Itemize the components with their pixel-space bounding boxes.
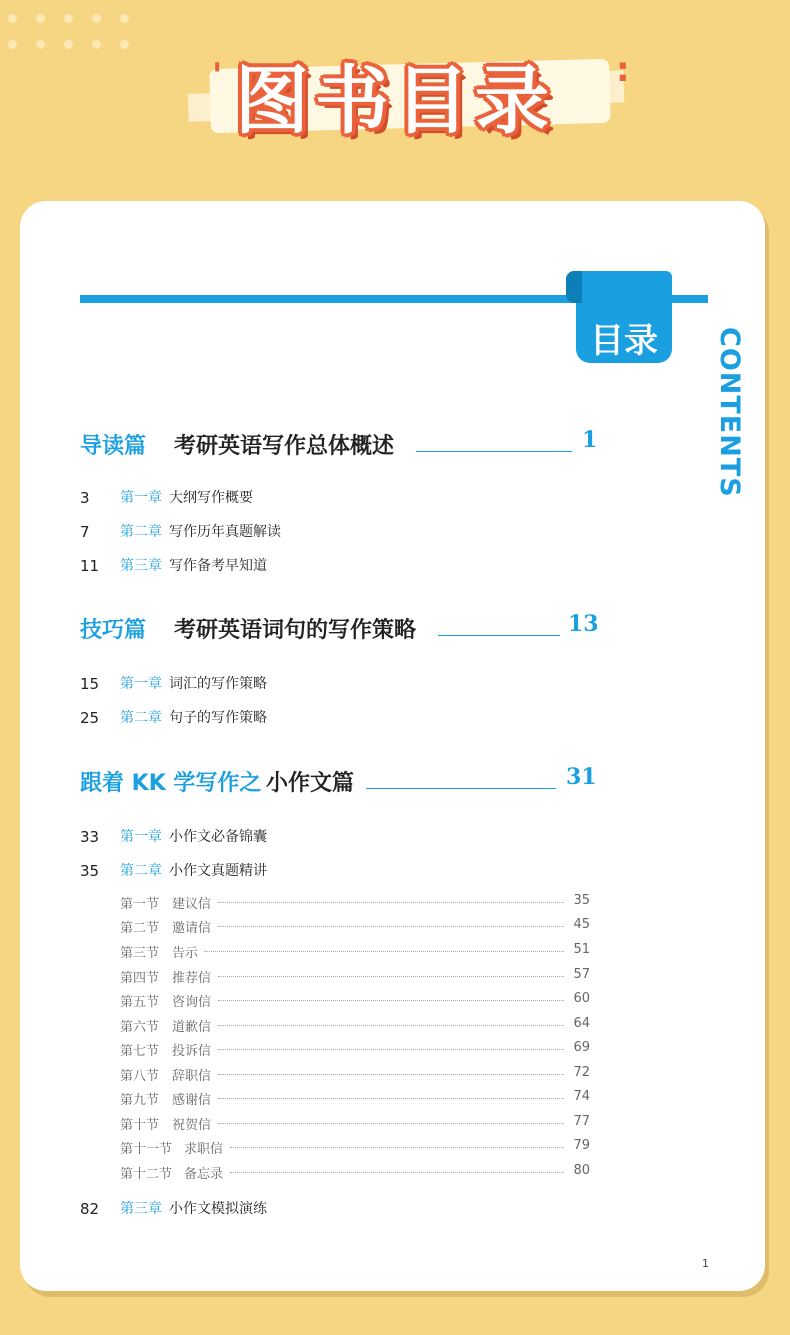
section-title: 感谢信 — [172, 1093, 212, 1108]
tab-curl-decoration — [566, 271, 582, 303]
toc-tab — [576, 271, 672, 363]
chapter-title: 小作文真题精讲 — [169, 863, 267, 879]
section-page: 60 — [573, 991, 590, 1006]
chapter-title: 写作历年真题解读 — [169, 524, 281, 540]
section-title: 辞职信 — [172, 1069, 212, 1084]
section-row[interactable] — [120, 991, 590, 1009]
chapter-label: 第二章 — [120, 863, 162, 879]
section-label: 第十一节 — [120, 1142, 173, 1157]
page-number: 1 — [702, 1257, 709, 1270]
decorative-dots — [0, 0, 140, 60]
chapter-page: 3 — [80, 489, 90, 507]
section-page: 64 — [573, 1016, 590, 1031]
chapter-label: 第三章 — [120, 558, 162, 574]
chapter-page: 82 — [80, 1200, 100, 1218]
chapter-title: 句子的写作策略 — [169, 710, 267, 726]
section-row[interactable] — [120, 1040, 590, 1058]
part-heading[interactable] — [80, 766, 600, 798]
chapter-label: 第二章 — [120, 524, 162, 540]
section-row[interactable] — [120, 1138, 590, 1156]
section-row[interactable] — [120, 1163, 590, 1181]
section-page: 69 — [573, 1040, 590, 1055]
section-title: 求职信 — [184, 1142, 224, 1157]
chapter-label: 第一章 — [120, 490, 162, 506]
chapter-page: 15 — [80, 675, 100, 693]
part-leader-line — [416, 451, 572, 452]
section-title: 推荐信 — [172, 971, 212, 986]
section-dot-leader — [230, 1172, 564, 1173]
section-dot-leader — [218, 1025, 564, 1026]
section-row[interactable] — [120, 1016, 590, 1034]
section-label: 第四节 — [120, 971, 160, 986]
section-dot-leader — [218, 902, 564, 903]
section-page: 74 — [573, 1089, 590, 1104]
section-dot-leader — [218, 1098, 564, 1099]
section-label: 第二节 — [120, 921, 160, 936]
section-label: 第七节 — [120, 1044, 160, 1059]
section-page: 77 — [573, 1114, 590, 1129]
part-leader-line — [438, 635, 560, 636]
section-page: 57 — [573, 967, 590, 982]
section-label: 第五节 — [120, 995, 160, 1010]
chapter-page: 33 — [80, 828, 100, 846]
part-page: 31 — [566, 764, 597, 790]
chapter-page: 25 — [80, 709, 100, 727]
part-title: 考研英语词句的写作策略 — [174, 618, 417, 643]
section-page: 80 — [573, 1163, 590, 1178]
chapter-title: 词汇的写作策略 — [169, 676, 267, 692]
chapter-label: 第二章 — [120, 710, 162, 726]
chapter-label: 第一章 — [120, 829, 162, 845]
part-page: 13 — [568, 611, 599, 637]
chapter-label: 第三章 — [120, 1201, 162, 1217]
section-label: 第八节 — [120, 1069, 160, 1084]
chapter-title: 小作文必备锦囊 — [169, 829, 267, 845]
section-title: 咨询信 — [172, 995, 212, 1010]
section-page: 51 — [573, 942, 590, 957]
chapter-label: 第一章 — [120, 676, 162, 692]
toc-card — [20, 201, 765, 1291]
quote-mark-left-icon: ' — [212, 56, 223, 96]
chapter-title: 写作备考早知道 — [169, 558, 267, 574]
section-row[interactable] — [120, 1114, 590, 1132]
section-title: 投诉信 — [172, 1044, 212, 1059]
chapter-page: 7 — [80, 523, 90, 541]
section-label: 第十节 — [120, 1118, 160, 1133]
section-page: 79 — [573, 1138, 590, 1153]
section-label: 第一节 — [120, 897, 160, 912]
part-page: 1 — [582, 427, 598, 453]
section-page: 35 — [573, 893, 590, 908]
section-title: 告示 — [172, 946, 199, 961]
section-dot-leader — [230, 1147, 564, 1148]
section-label: 第十二节 — [120, 1167, 173, 1182]
section-row[interactable] — [120, 967, 590, 985]
chapter-title: 大纲写作概要 — [169, 490, 253, 506]
banner-title: 图书目录 — [235, 58, 555, 144]
part-heading[interactable] — [80, 613, 600, 645]
part-label: 导读篇 — [80, 434, 147, 459]
section-label: 第六节 — [120, 1020, 160, 1035]
section-page: 45 — [573, 917, 590, 932]
section-title: 道歉信 — [172, 1020, 212, 1035]
section-label: 第九节 — [120, 1093, 160, 1108]
section-dot-leader — [218, 1049, 564, 1050]
part-label: 技巧篇 — [80, 618, 147, 643]
colon-mark-right-icon: : — [616, 50, 630, 90]
section-row[interactable] — [120, 1065, 590, 1083]
section-row[interactable] — [120, 917, 590, 935]
section-title: 备忘录 — [184, 1167, 224, 1182]
part-leader-line — [366, 788, 556, 789]
contents-vertical-label: CONTENTS — [714, 327, 745, 498]
section-label: 第三节 — [120, 946, 160, 961]
section-row[interactable] — [120, 893, 590, 911]
section-dot-leader — [204, 951, 564, 952]
section-page: 72 — [573, 1065, 590, 1080]
part-title: 考研英语写作总体概述 — [174, 434, 395, 459]
part-label: 跟着 KK 学写作之 — [80, 771, 262, 796]
banner — [150, 38, 640, 158]
section-row[interactable] — [120, 1089, 590, 1107]
part-heading[interactable] — [80, 429, 600, 461]
chapter-title: 小作文模拟演练 — [169, 1201, 267, 1217]
part-title: 小作文篇 — [266, 771, 355, 796]
section-dot-leader — [218, 1074, 564, 1075]
chapter-page: 35 — [80, 862, 100, 880]
section-title: 祝贺信 — [172, 1118, 212, 1133]
section-title: 邀请信 — [172, 921, 212, 936]
section-dot-leader — [218, 926, 564, 927]
section-title: 建议信 — [172, 897, 212, 912]
toc-tab-label: 目录 — [590, 321, 658, 361]
section-dot-leader — [218, 1000, 564, 1001]
section-dot-leader — [218, 976, 564, 977]
section-row[interactable] — [120, 942, 590, 960]
chapter-page: 11 — [80, 557, 100, 575]
section-dot-leader — [218, 1123, 564, 1124]
